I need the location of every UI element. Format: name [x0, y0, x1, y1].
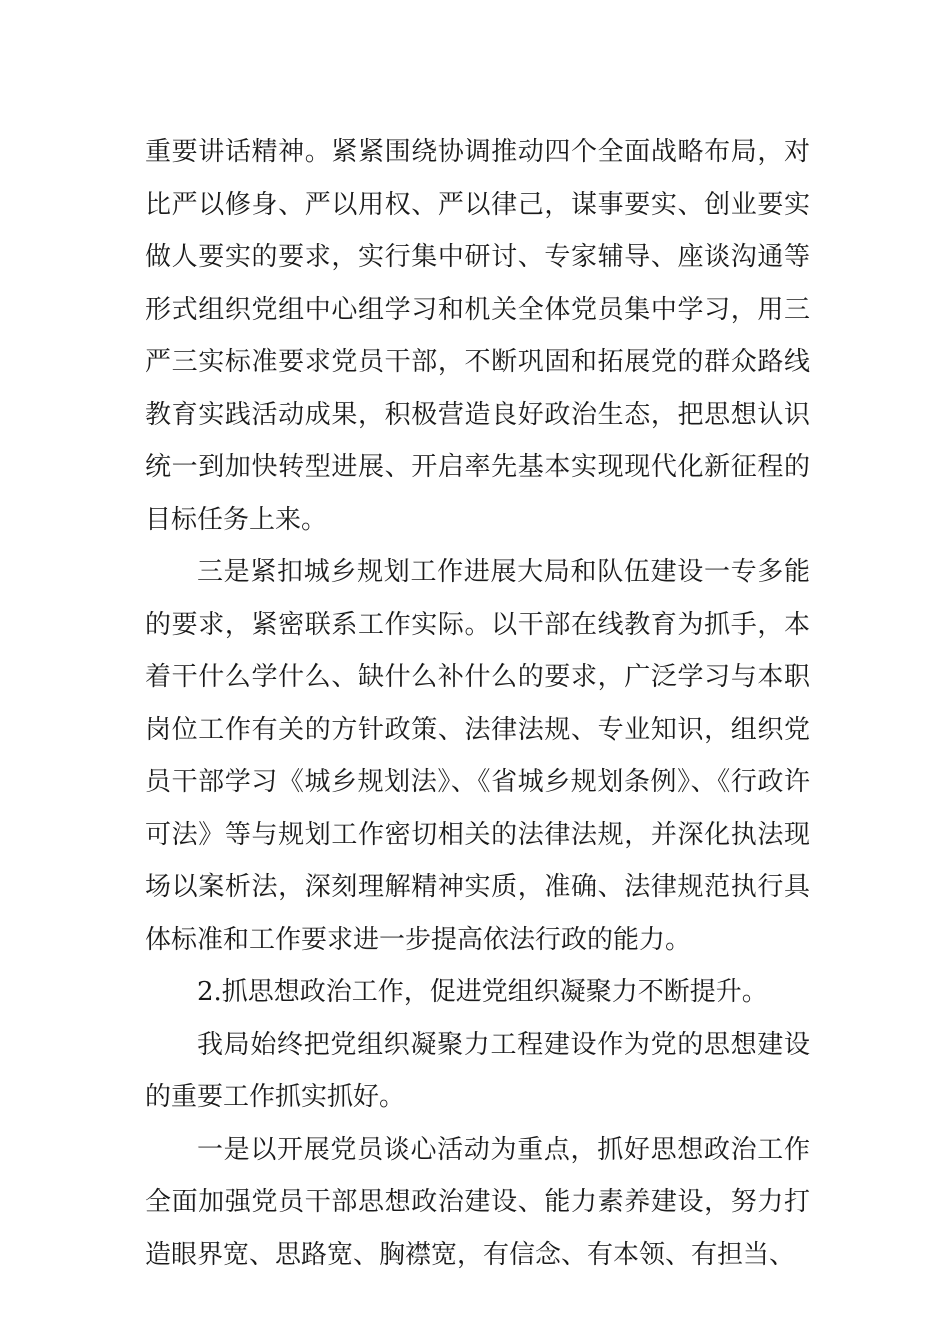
document-page	[145, 126, 810, 1281]
paragraph-point-one: 一是以开展党员谈心活动为重点，抓好思想政治工作全面加强党员干部思想政治建设、能力素养建设，努力打造眼界宽、思路宽、胸襟宽，有信念、有本领、有担当、	[145, 1134, 810, 1270]
paragraph-intro: 我局始终把党组织凝聚力工程建设作为党的思想建设的重要工作抓实抓好。	[145, 1029, 810, 1112]
paragraph-point-three: 三是紧扣城乡规划工作进展大局和队伍建设一专多能的要求，紧密联系工作实际。以干部在线教育为抓手，本着干什么学什么、缺什么补什么的要求，广泛学习与本职岗位工作有关的方针政策、法律法规、专业知识，组织党员干部学习《城乡规划法》、《省城乡规划条例》、《行政许可法》等与规划工作密切相关的法律法规，并深化执法现场以案析法，深刻理解精神实质，准确、法律规范执行具体标准和工作要求进一步提高依法行政的能力。	[145, 557, 810, 955]
section-heading-2: 2.抓思想政治工作，促进党组织凝聚力不断提升。	[197, 977, 768, 1007]
paragraph-continuation: 重要讲话精神。紧紧围绕协调推动四个全面战略布局，对比严以修身、严以用权、严以律己，谋事要实、创业要实做人要实的要求，实行集中研讨、专家辅导、座谈沟通等形式组织党组中心组学习和机关全体党员集中学习，用三严三实标准要求党员干部，不断巩固和拓展党的群众路线教育实践活动成果，积极营造良好政治生态，把思想认识统一到加快转型进展、开启率先基本实现现代化新征程的目标任务上来。	[145, 137, 810, 535]
